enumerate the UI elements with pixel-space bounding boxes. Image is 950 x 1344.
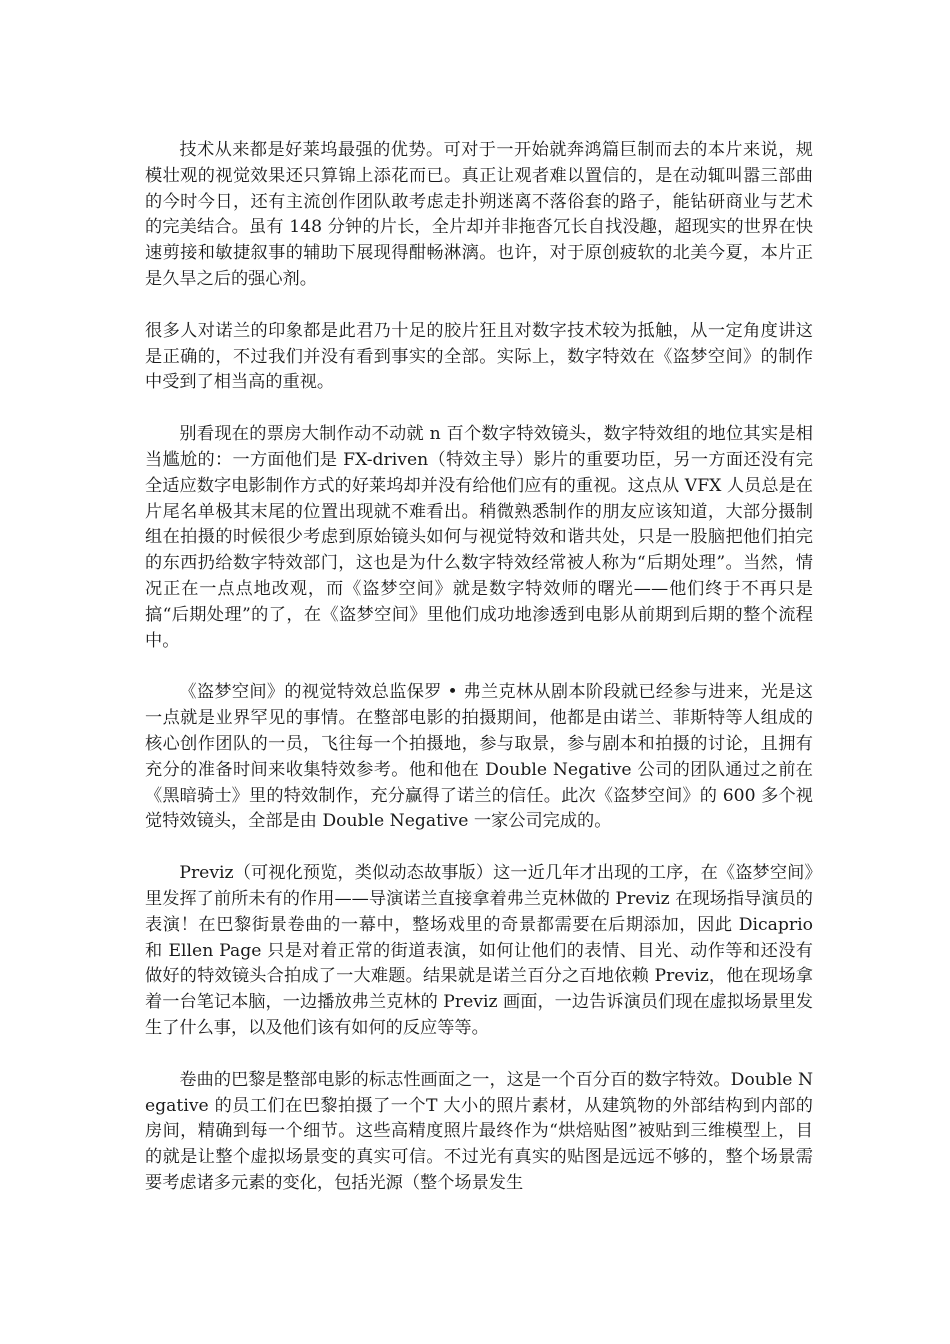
- paragraph-4: 《盗梦空间》的视觉特效总监保罗 • 弗兰克林从剧本阶段就已经参与进来，光是这一点就是业界罕见的事情。在整部电影的拍摄期间，他都是由诺兰、菲斯特等人组成的核心创作团队的一员，飞往每一个拍摄地，参与取景，参与剧本和拍摄的讨论，且拥有充分的准备时间来收集特效参考。他和他在 Double Negative 公司的团队通过之前在《黑暗骑士》里的特效制作，充分赢得了诺兰的信任。此次《盗梦空间》的 600 多个视觉特效镜头，全部是由 Double Negative 一家公司完成的。: [145, 682, 813, 832]
- paragraph-1: 技术从来都是好莱坞最强的优势。可对于一开始就奔鸿篇巨制而去的本片来说，规模壮观的视觉效果还只算锦上添花而已。真正让观者难以置信的，是在动辄叫嚣三部曲的今时今日，还有主流创作团队敢考虑走扑朔迷离不落俗套的路子，能钻研商业与艺术的完美结合。虽有 148 分钟的片长，全片却并非拖沓冗长自找没趣，超现实的世界在快速剪接和敏捷叙事的辅助下展现得酣畅淋漓。也许，对于原创疲软的北美今夏，本片正是久旱之后的强心剂。: [145, 140, 813, 289]
- paragraph-2: 很多人对诺兰的印象都是此君乃十足的胶片狂且对数字技术较为抵触，从一定角度讲这是正确的，不过我们并没有看到事实的全部。实际上，数字特效在《盗梦空间》的制作中受到了相当高的重视。: [145, 320, 813, 393]
- paragraph-6: 卷曲的巴黎是整部电影的标志性画面之一，这是一个百分百的数字特效。Double Negative 的员工们在巴黎拍摄了一个T 大小的照片素材，从建筑物的外部结构到内部的房间，精确到每一个细节。这些高精度照片最终作为“烘焙贴图”被贴到三维模型上，目的就是让整个虚拟场景变的真实可信。不过光有真实的贴图是远远不够的，整个场景需要考虑诸多元素的变化，包括光源（整个场景发生: [145, 1069, 813, 1193]
- paragraph-5: Previz（可视化预览，类似动态故事版）这一近几年才出现的工序，在《盗梦空间》里发挥了前所未有的作用——导演诺兰直接拿着弗兰克林做的 Previz 在现场指导演员的表演！在巴黎街景卷曲的一幕中，整场戏里的奇景都需要在后期添加，因此 Dicaprio 和 Ellen Page 只是对着正常的街道表演，如何让他们的表情、目光、动作等和还没有做好的特效镜头合拍成了一大难题。结果就是诺兰百分之百地依赖 Previz，他在现场拿着一台笔记本脑，一边播放弗兰克林的 Previz 画面，一边告诉演员们现在虚拟场景里发生了什么事，以及他们该有如何的反应等等。: [145, 863, 813, 1038]
- document-page: [145, 138, 813, 1197]
- paragraph-3: 别看现在的票房大制作动不动就 n 百个数字特效镜头，数字特效组的地位其实是相当尴尬的：一方面他们是 FX-driven（特效主导）影片的重要功臣，另一方面还没有完全适应数字电影制作方式的好莱坞却并没有给他们应有的重视。这点从 VFX 人员总是在片尾名单极其末尾的位置出现就不难看出。稍微熟悉制作的朋友应该知道，大部分摄制组在拍摄的时候很少考虑到原始镜头如何与视觉特效和谐共处，只是一股脑把他们拍完的东西扔给数字特效部门，这也是为什么数字特效经常被人称为“后期处理”。当然，情况正在一点点地改观，而《盗梦空间》就是数字特效师的曙光——他们终于不再只是搞“后期处理”的了，在《盗梦空间》里他们成功地渗透到电影从前期到后期的整个流程中。: [145, 424, 813, 651]
